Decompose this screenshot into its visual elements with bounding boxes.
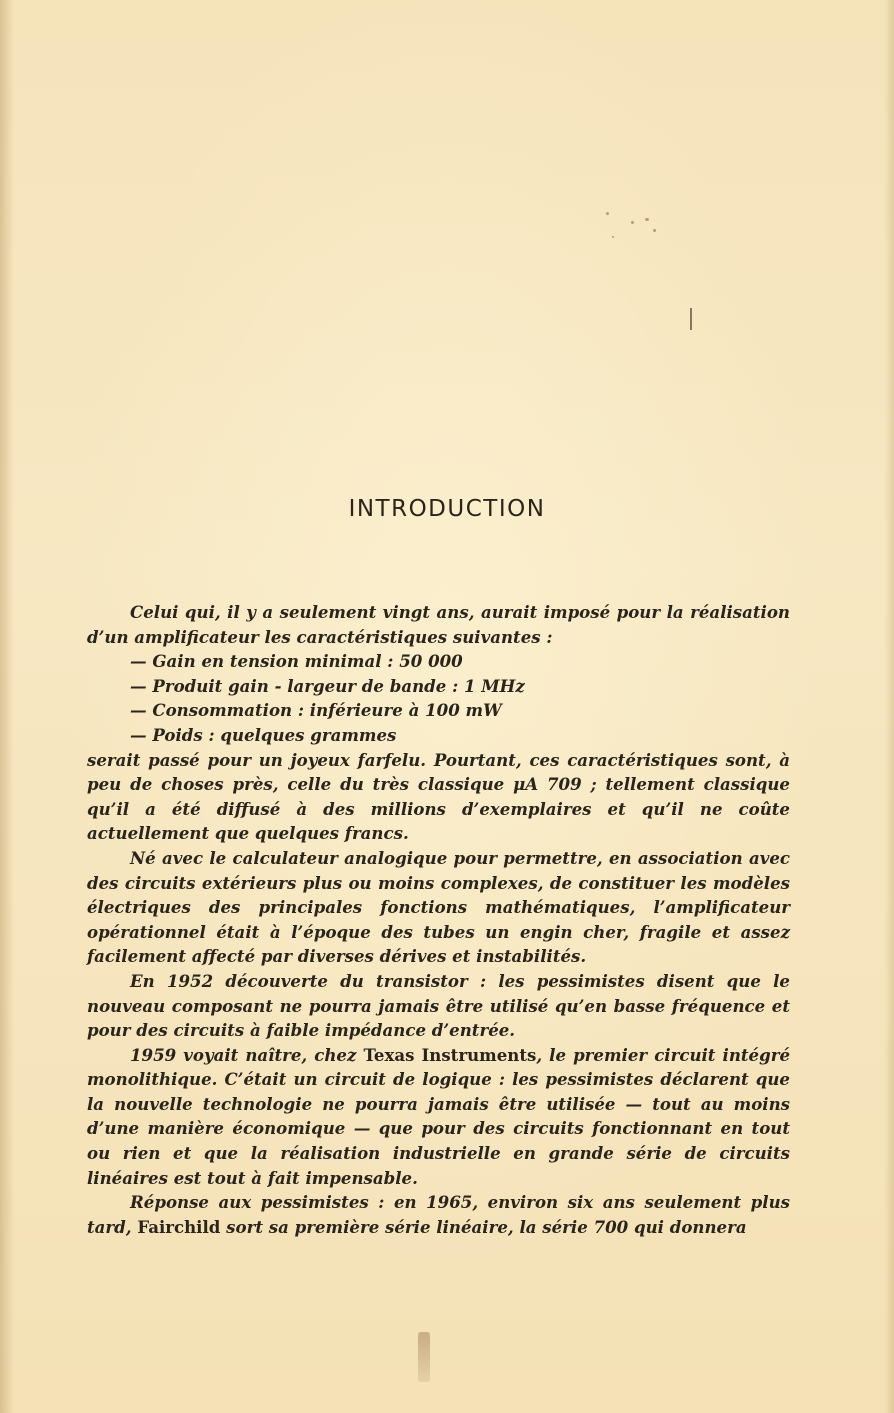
chapter-title: INTRODUCTION [348,496,546,522]
paragraph-opening: Celui qui, il y a seulement vingt ans, aurait imposé pour la réalisation d’un amplificateur les caractéristiques suivantes : [87,602,790,647]
page-edge-shadow-right [884,0,894,1413]
paragraph-transistor: En 1952 découverte du transistor : les pessimistes disent que le nouveau composant ne pourra jamais être utilisé qu’en basse fréquence et pour des circuits à faible impédance d’entrée. [87,970,790,1041]
company-name: Texas Instruments [363,1044,537,1065]
text-run: Réponse aux pessimistes : en 1965, environ six ans seulement plus tard, [87,1192,790,1237]
body-text [87,600,790,1239]
paper-fiber-mark [690,308,692,330]
list-item: — Poids : quelques grammes [130,724,397,745]
paragraph-continuation: serait passé pour un joyeux farfelu. Pourtant, ces caractéristiques sont, à peu de choses près, celle du très classique μA 709 ; tellement classique qu’il a été diffusé à des millions d’exemplaires et qu’il ne coûte actuellement que quelques francs. [87,749,790,844]
paper-speck [653,229,656,232]
paper-speck [606,212,609,215]
company-name: Fairchild [137,1216,221,1237]
text-run: 1959 voyait naître, chez [130,1044,364,1065]
specifications-list [87,649,790,747]
paragraph-analog-computer: Né avec le calculateur analogique pour permettre, en association avec des circuits extérieurs plus ou moins complexes, de constituer les modèles électriques des principales fonctions mathématiques, l’amplificateur opérationnel était à l’époque des tubes un engin cher, fragile et assez facilement affecté par diverses dérives et instabilités. [87,847,790,967]
list-item: — Produit gain - largeur de bande : 1 MHz [130,675,525,696]
paper-stain [418,1332,430,1382]
paper-speck [631,221,634,224]
paper-speck [645,218,649,221]
text-run: , le premier circuit intégré monolithique. C’était un circuit de logique : les pessimistes déclarent que la nouvelle technologie ne pourra jamais être utilisée — tout au moins d’une manière économique — que pour des circuits fonctionnant en tout ou rien et que la réalisation industrielle en grande série de circuits linéaires est tout à fait impensable. [87,1044,791,1188]
list-item: — Gain en tension minimal : 50 000 [130,651,463,672]
paragraph-integrated-circuit [87,1043,790,1191]
paper-speck [612,236,614,238]
page-edge-shadow-left [0,0,14,1413]
list-item: — Consommation : inférieure à 100 mW [130,700,502,721]
text-run: sort sa première série linéaire, la série 700 qui donnera [220,1216,747,1237]
paragraph-linear-series [87,1190,790,1239]
